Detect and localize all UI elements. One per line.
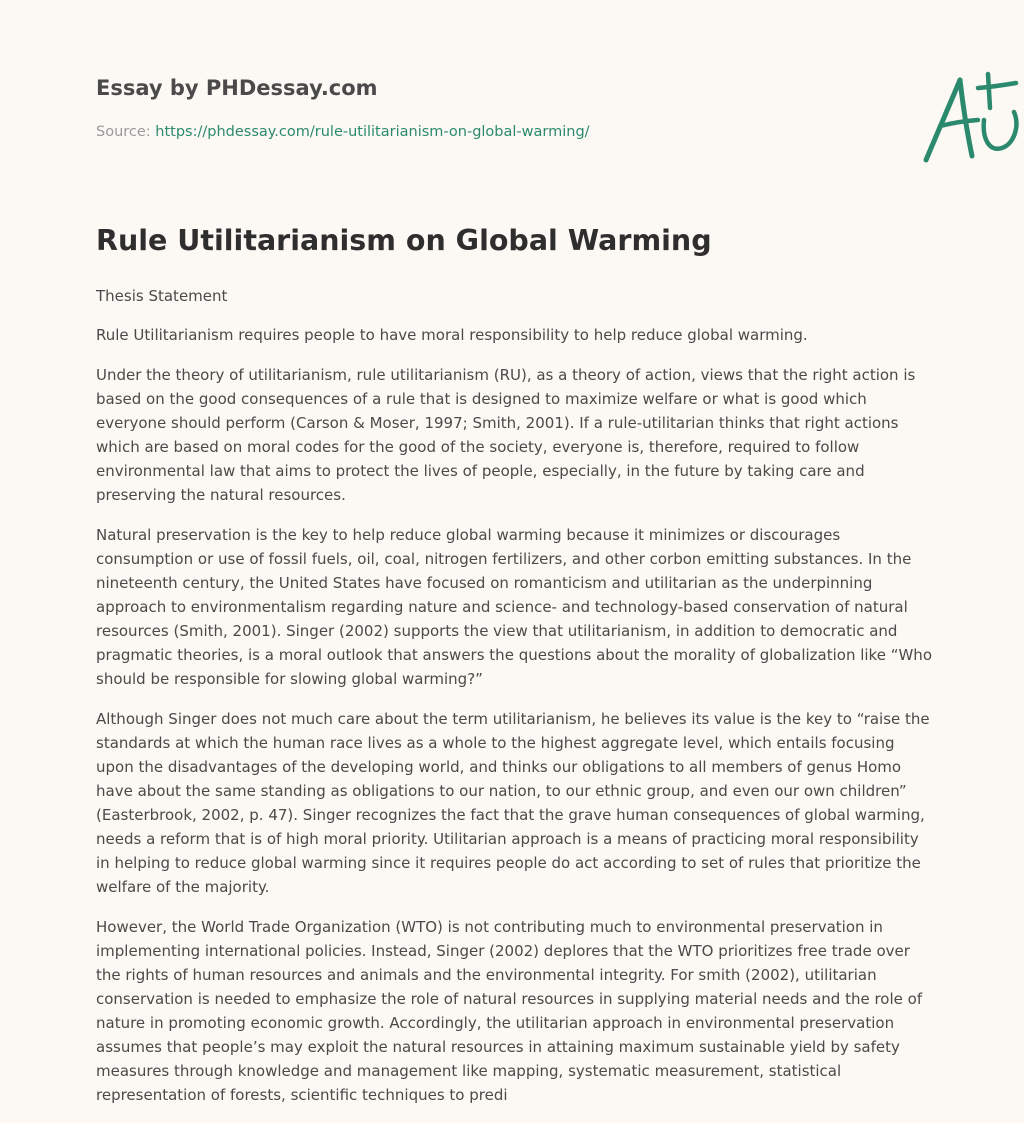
essay-paragraph: Rule Utilitarianism requires people to have moral responsibility to help reduce global warming. xyxy=(96,326,808,344)
essay-title: Rule Utilitarianism on Global Warming xyxy=(96,224,712,257)
essay-paragraph: Natural preservation is the key to help reduce global warming because it minimizes or discourages consumption or use of fossil fuels, oil, coal, nitrogen fertilizers, and other corbon emitting substances. In the nineteenth century, the United States have focused on romanticism and utilitarian as the underpinning approach to environmentalism regarding nature and science- and technology-based conservation of natural resources (Smith, 2001). Singer (2002) supports the view that utilitarianism, in addition to democratic and pragmatic theories, is a moral outlook that answers the questions about the morality of globalization like “Who should be responsible for slowing global warming?” xyxy=(96,526,932,688)
source-line xyxy=(96,124,590,140)
source-link[interactable]: https://phdessay.com/rule-utilitarianism-on-global-warming/ xyxy=(155,124,590,140)
essay-heading: Thesis Statement xyxy=(96,287,228,305)
source-label: Source: xyxy=(96,124,151,140)
site-brand: Essay by PHDessay.com xyxy=(96,76,378,100)
essay-paragraph: Although Singer does not much care about the term utilitarianism, he believes its value is the key to “raise the standards at which the human race lives as a whole to the highest aggregate level, which entails focusing upon the disadvantages of the developing world, and thinks our obligations to all members of genus Homo have about the same standing as obligations to our nation, to our ethnic group, and even our own children” (Easterbrook, 2002, p. 47). Singer recognizes the fact that the grave human consequences of global warming, needs a reform that is of high moral priority. Utilitarian approach is a means of practicing moral responsibility in helping to reduce global warming since it requires people do act according to set of rules that prioritize the welfare of the majority. xyxy=(96,710,930,896)
essay-body xyxy=(96,284,936,1123)
essay-paragraph: However, the World Trade Organization (WTO) is not contributing much to environmental preservation in implementing international policies. Instead, Singer (2002) deplores that the WTO prioritizes free trade over the rights of human resources and animals and the environmental integrity. For smith (2002), utilitarian conservation is needed to emphasize the role of natural resources in supplying material needs and the role of nature in promoting economic growth. Accordingly, the utilitarian approach in environmental preservation assumes that people’s may exploit the natural resources in attaining maximum sustainable yield by safety measures through knowledge and management like mapping, systematic measurement, statistical representation of forests, scientific techniques to predi xyxy=(96,918,923,1104)
a-plus-logo-icon xyxy=(916,68,1024,168)
essay-paragraph: Under the theory of utilitarianism, rule utilitarianism (RU), as a theory of action, views that the right action is based on the good consequences of a rule that is designed to maximize welfare or what is good which everyone should perform (Carson & Moser, 1997; Smith, 2001). If a rule-utilitarian thinks that right actions which are based on moral codes for the good of the society, everyone is, therefore, required to follow environmental law that aims to protect the lives of people, especially, in the future by taking care and preserving the natural resources. xyxy=(96,366,916,504)
